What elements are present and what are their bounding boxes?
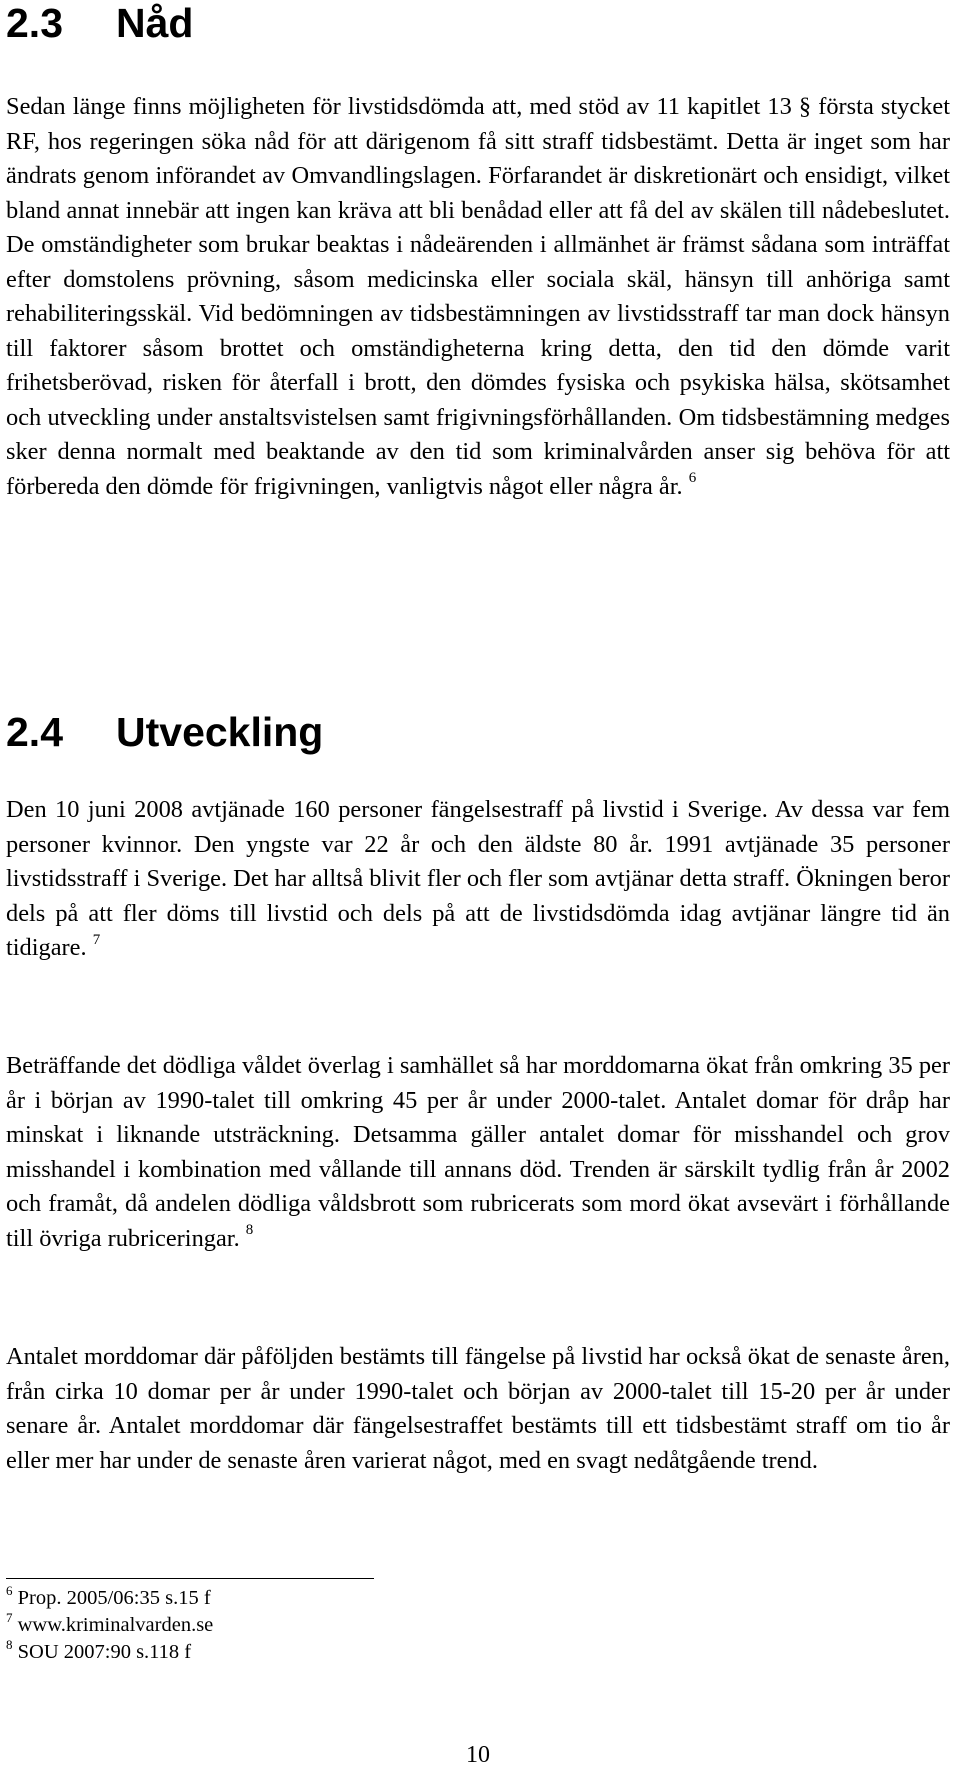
section-heading-2-3 bbox=[6, 0, 193, 46]
footnote-ref: 8 bbox=[245, 1222, 254, 1239]
paragraph-utveckling-1 bbox=[6, 793, 950, 966]
footnote-text: www.kriminalvarden.se bbox=[17, 1614, 214, 1636]
footnote-ref: 7 bbox=[92, 931, 101, 948]
paragraph-utveckling-3 bbox=[6, 1340, 950, 1478]
page-number: 10 bbox=[466, 1742, 490, 1768]
section-heading-2-4 bbox=[6, 709, 323, 755]
footnote-number: 7 bbox=[6, 1610, 13, 1626]
footnotes bbox=[6, 1585, 950, 1666]
paragraph-utveckling-2 bbox=[6, 1049, 950, 1256]
paragraph-text: Den 10 juni 2008 avtjänade 160 personer fängelsestraff på livstid i Sverige. Av dessa var fem personer kvinnor. Den yngste var 22 år och den äldste 80 år. 1991 avtjänade 35 personer livstidsstraff i Sverige. Det har alltså blivit fler och fler som avtjänar detta straff. Ökningen beror dels på att fler döms till livstid och dels på att de livstidsdömda idag avtjänar längre tid än tidigare. bbox=[6, 796, 950, 961]
section-number: 2.4 bbox=[6, 709, 63, 755]
section-title: Utveckling bbox=[116, 709, 324, 755]
paragraph-nad bbox=[6, 90, 950, 504]
footnote-separator bbox=[6, 1578, 374, 1579]
footnote-6 bbox=[6, 1585, 950, 1612]
paragraph-text: Antalet morddomar där påföljden bestämts till fängelse på livstid har också ökat de senaste åren, från cirka 10 domar per år under 1990-talet och början av 2000-talet till 15-20 per år under senare år. Antalet morddomar där fängelsestraffet bestämts till ett tidsbestämt straff om tio år eller mer har under de senaste åren varierat något, med en svagt nedåtgående trend. bbox=[6, 1343, 950, 1474]
footnote-number: 8 bbox=[6, 1637, 13, 1653]
footnote-ref: 6 bbox=[688, 470, 697, 487]
section-number: 2.3 bbox=[6, 0, 63, 46]
footnote-text: Prop. 2005/06:35 s.15 f bbox=[17, 1587, 211, 1609]
section-title: Nåd bbox=[116, 0, 194, 46]
footnote-8 bbox=[6, 1639, 950, 1666]
paragraph-text: Sedan länge finns möjligheten för livstidsdömda att, med stöd av 11 kapitlet 13 § första stycket RF, hos regeringen söka nåd för att därigenom få sitt straff tidsbestämt. Detta är inget som har ändrats genom införandet av Omvandlingslagen. Förfarandet är diskretionärt och ensidigt, vilket bland annat innebär att ingen kan kräva att bli benådad eller att få del av skälen till nådebeslutet. De omständigheter som brukar beaktas i nådeärenden i allmänhet är främst sådana som inträffat efter domstolens prövning, såsom medicinska eller sociala skäl, hänsyn till anhöriga samt rehabiliteringsskäl. Vid bedömningen av tidsbestämningen av livstidsstraff tar man dock hänsyn till faktorer såsom brottet och omständigheterna kring detta, den tid den dömde varit frihetsberövad, risken för återfall i brott, den dömdes fysiska och psykiska hälsa, skötsamhet och utveckling under anstaltsvistelsen samt frigivningsförhållanden. Om tidsbestämning medges sker denna normalt med beaktande av den tid som kriminalvården anser sig behöva för att förbereda den dömde för frigivningen, vanligtvis något eller några år. bbox=[6, 93, 950, 500]
paragraph-text: Beträffande det dödliga våldet överlag i samhället så har morddomarna ökat från omkring 35 per år i början av 1990-talet till omkring 45 per år under 2000-talet. Antalet domar för dråp har minskat i liknande utsträckning. Detsamma gäller antalet domar för misshandel och grov misshandel i kombination med vållande till annans död. Trenden är särskilt tydlig från år 2002 och framåt, då andelen dödliga våldsbrott som rubricerats som mord ökat avsevärt i förhållande till övriga rubriceringar. bbox=[6, 1052, 950, 1252]
footnote-text: SOU 2007:90 s.118 f bbox=[17, 1641, 192, 1663]
footnote-7 bbox=[6, 1612, 950, 1639]
footnote-number: 6 bbox=[6, 1583, 13, 1599]
